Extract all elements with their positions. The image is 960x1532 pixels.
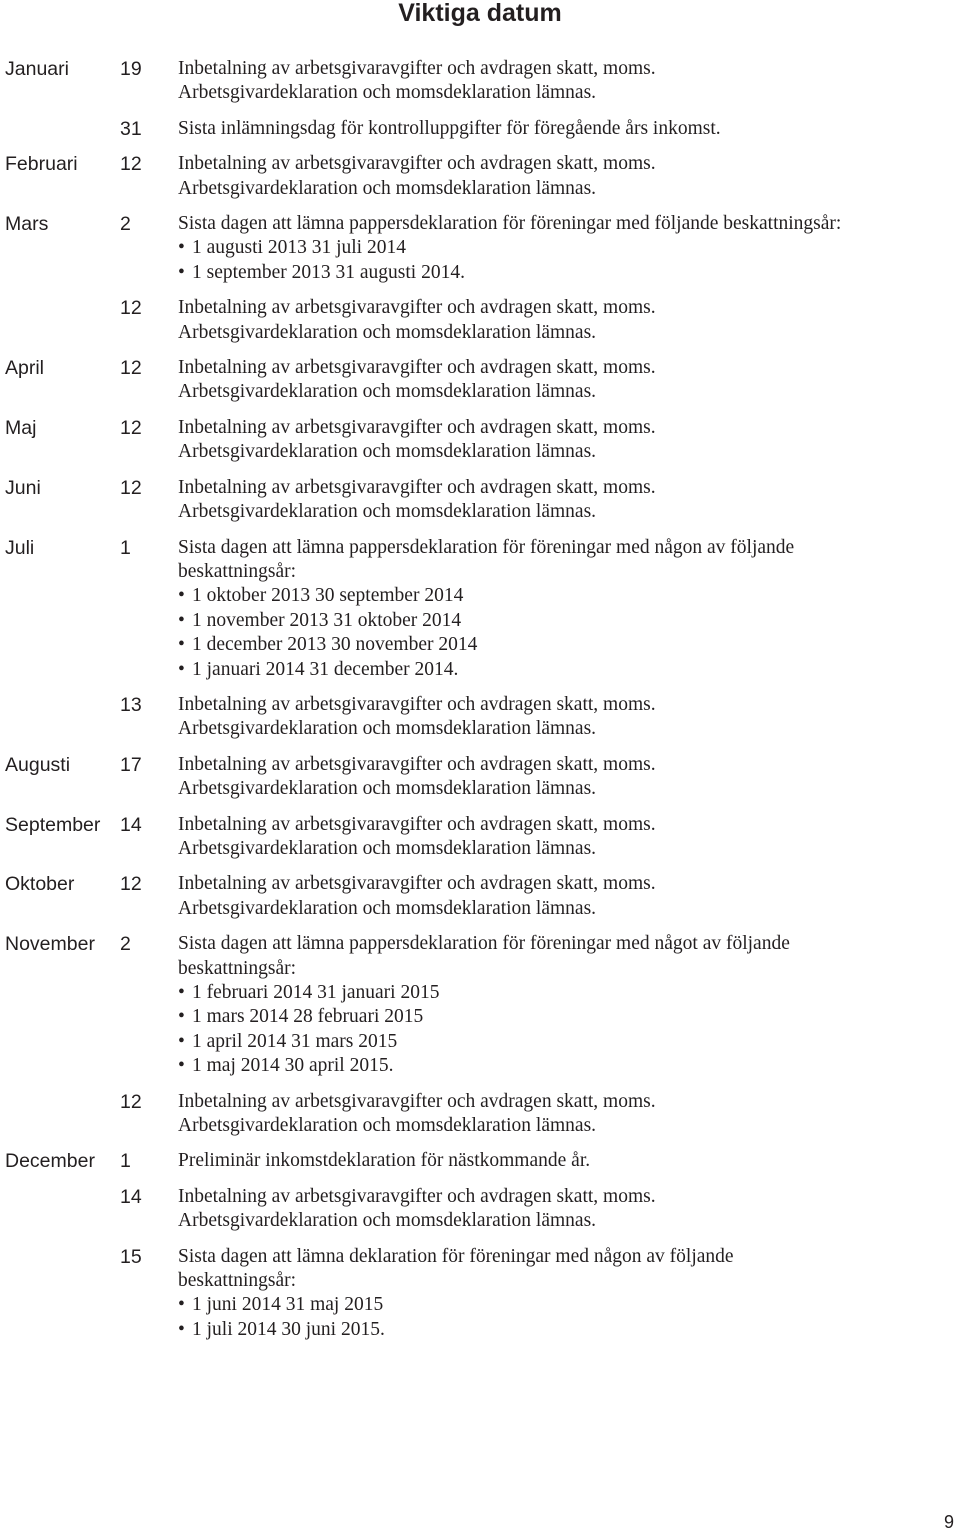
date-entry [5, 476, 935, 525]
period-text: 1 juli 2014 30 juni 2015. [192, 1318, 385, 1340]
entry-description [178, 416, 935, 465]
month-label: November [5, 933, 95, 956]
bullet-icon: • [178, 1006, 185, 1028]
description-line: Inbetalning av arbetsgivaravgifter och avdragen skatt, moms. [178, 297, 656, 319]
date-entry [5, 296, 935, 345]
description-line: Preliminär inkomstdeklaration för nästkommande år. [178, 1150, 591, 1172]
period-text: 1 mars 2014 28 februari 2015 [192, 1006, 424, 1028]
period-bullet [178, 1054, 935, 1078]
date-entry [5, 872, 935, 921]
day-number: 31 [120, 117, 142, 140]
description-line: Arbetsgivardeklaration och momsdeklaration lämnas. [178, 837, 597, 859]
entry-description [178, 1149, 935, 1173]
entry-description [178, 212, 935, 285]
day-number: 2 [120, 213, 131, 236]
bullet-icon: • [178, 609, 185, 631]
period-text: 1 augusti 2013 31 juli 2014 [192, 237, 406, 259]
date-entry [5, 416, 935, 465]
description-line: Inbetalning av arbetsgivaravgifter och avdragen skatt, moms. [178, 693, 656, 715]
month-label: Oktober [5, 873, 75, 896]
bullet-icon: • [178, 1030, 185, 1052]
day-number: 15 [120, 1245, 142, 1268]
description-line: Inbetalning av arbetsgivaravgifter och avdragen skatt, moms. [178, 58, 656, 79]
description-line: Inbetalning av arbetsgivaravgifter och avdragen skatt, moms. [178, 753, 656, 775]
period-text: 1 april 2014 31 mars 2015 [192, 1030, 398, 1052]
description-line: Inbetalning av arbetsgivaravgifter och avdragen skatt, moms. [178, 873, 656, 895]
date-entry [5, 212, 935, 285]
period-text: 1 februari 2014 31 januari 2015 [192, 982, 440, 1003]
period-bullet [178, 609, 935, 633]
period-bullet [178, 1293, 935, 1317]
entry-description [178, 476, 935, 525]
description-line: Arbetsgivardeklaration och momsdeklaration lämnas. [178, 1210, 597, 1232]
period-bullet [178, 658, 935, 682]
day-number: 2 [120, 933, 131, 956]
description-line: beskattningsår: [178, 957, 297, 979]
description-line: Arbetsgivardeklaration och momsdeklaration lämnas. [178, 501, 597, 523]
entry-description [178, 1185, 935, 1234]
description-line: Sista dagen att lämna pappersdeklaration för föreningar med någon av följande [178, 536, 795, 558]
bullet-icon: • [178, 1294, 185, 1316]
date-entry [5, 813, 935, 862]
period-text: 1 november 2013 31 oktober 2014 [192, 609, 462, 631]
entry-description [178, 932, 935, 1078]
day-number: 1 [120, 536, 131, 559]
month-label [5, 1090, 120, 1139]
entry-description [178, 356, 935, 405]
period-text: 1 juni 2014 31 maj 2015 [192, 1294, 384, 1316]
description-line: Arbetsgivardeklaration och momsdeklaration lämnas. [178, 718, 597, 740]
date-entry [5, 932, 935, 1078]
description-line: Arbetsgivardeklaration och momsdeklaration lämnas. [178, 381, 597, 403]
day-number: 14 [120, 813, 142, 836]
month-label: Juli [5, 536, 35, 559]
month-label: Maj [5, 416, 37, 439]
bullet-icon: • [178, 1055, 185, 1077]
bullet-icon: • [178, 237, 185, 259]
description-line: Sista dagen att lämna pappersdeklaration för föreningar med följande beskattningsår: [178, 213, 842, 235]
entry-description [178, 1245, 935, 1343]
bullet-icon: • [178, 585, 185, 607]
month-label: September [5, 813, 101, 836]
day-number: 12 [120, 476, 142, 499]
month-label [5, 1245, 120, 1343]
description-line: Inbetalning av arbetsgivaravgifter och avdragen skatt, moms. [178, 153, 656, 175]
month-label: Februari [5, 153, 78, 176]
month-label: Augusti [5, 753, 71, 776]
bullet-icon: • [178, 982, 185, 1003]
day-number: 12 [120, 873, 142, 896]
date-entry [5, 1090, 935, 1139]
description-line: Arbetsgivardeklaration och momsdeklaration lämnas. [178, 897, 597, 919]
bullet-icon: • [178, 1318, 185, 1340]
date-entry [5, 1149, 935, 1173]
description-line: Inbetalning av arbetsgivaravgifter och avdragen skatt, moms. [178, 416, 656, 438]
entry-description [178, 296, 935, 345]
month-label: Mars [5, 213, 49, 236]
period-bullet [178, 584, 935, 608]
description-line: Arbetsgivardeklaration och momsdeklaration lämnas. [178, 441, 597, 463]
period-text: 1 januari 2014 31 december 2014. [192, 658, 459, 680]
period-text: 1 oktober 2013 30 september 2014 [192, 585, 464, 607]
period-bullet [178, 981, 935, 1005]
day-number: 12 [120, 357, 142, 380]
date-entry [5, 1185, 935, 1234]
month-label: Januari [5, 58, 69, 80]
date-entry [5, 57, 935, 106]
period-bullet [178, 236, 935, 260]
month-label [5, 693, 120, 742]
period-bullet [178, 1030, 935, 1054]
month-label [5, 296, 120, 345]
entry-description [178, 152, 935, 201]
date-entry [5, 152, 935, 201]
description-line: Arbetsgivardeklaration och momsdeklaration lämnas. [178, 321, 597, 343]
description-line: Inbetalning av arbetsgivaravgifter och avdragen skatt, moms. [178, 476, 656, 498]
description-line: Arbetsgivardeklaration och momsdeklaration lämnas. [178, 177, 597, 199]
day-number: 12 [120, 297, 142, 320]
description-line: beskattningsår: [178, 560, 297, 582]
day-number: 13 [120, 693, 142, 716]
month-label [5, 1185, 120, 1234]
description-line: Arbetsgivardeklaration och momsdeklaration lämnas. [178, 1115, 597, 1137]
entry-description [178, 536, 935, 682]
day-number: 1 [120, 1150, 131, 1173]
date-entry [5, 753, 935, 802]
day-number: 12 [120, 1090, 142, 1113]
period-bullet [178, 1005, 935, 1029]
description-line: Sista dagen att lämna deklaration för föreningar med någon av följande [178, 1245, 734, 1267]
date-entry [5, 693, 935, 742]
month-label: December [5, 1150, 95, 1173]
page-title: Viktiga datum [398, 0, 562, 27]
entry-description [178, 117, 935, 141]
description-line: Inbetalning av arbetsgivaravgifter och avdragen skatt, moms. [178, 1090, 656, 1112]
bullet-icon: • [178, 634, 185, 656]
description-line: Arbetsgivardeklaration och momsdeklaration lämnas. [178, 778, 597, 800]
dates-list [5, 57, 935, 1353]
period-text: 1 december 2013 30 november 2014 [192, 634, 478, 656]
entry-description [178, 693, 935, 742]
entry-description [178, 1090, 935, 1139]
period-text: 1 september 2013 31 augusti 2014. [192, 261, 465, 283]
date-entry [5, 1245, 935, 1343]
date-entry [5, 536, 935, 682]
description-line: Sista dagen att lämna pappersdeklaration för föreningar med något av följande [178, 933, 790, 955]
day-number: 14 [120, 1185, 142, 1208]
bullet-icon: • [178, 261, 185, 283]
month-label: April [5, 357, 45, 380]
day-number: 17 [120, 753, 142, 776]
day-number: 12 [120, 416, 142, 439]
bullet-icon: • [178, 658, 185, 680]
description-line: Inbetalning av arbetsgivaravgifter och avdragen skatt, moms. [178, 813, 656, 835]
description-line: Inbetalning av arbetsgivaravgifter och avdragen skatt, moms. [178, 357, 656, 379]
period-bullet [178, 633, 935, 657]
date-entry [5, 356, 935, 405]
page-number: 9 [943, 1512, 954, 1532]
description-line: Arbetsgivardeklaration och momsdeklaration lämnas. [178, 82, 597, 104]
day-number: 12 [120, 153, 142, 176]
description-line: beskattningsår: [178, 1270, 297, 1292]
date-entry [5, 117, 935, 141]
period-bullet [178, 261, 935, 285]
entry-description [178, 813, 935, 862]
period-text: 1 maj 2014 30 april 2015. [192, 1055, 394, 1077]
month-label: Juni [5, 476, 41, 499]
period-bullet [178, 1318, 935, 1342]
entry-description [178, 872, 935, 921]
entry-description [178, 753, 935, 802]
entry-description [178, 57, 935, 106]
description-line: Sista inlämningsdag för kontrolluppgifter för föregående års inkomst. [178, 117, 721, 139]
day-number: 19 [120, 58, 142, 80]
month-label [5, 117, 120, 141]
description-line: Inbetalning av arbetsgivaravgifter och avdragen skatt, moms. [178, 1185, 656, 1207]
